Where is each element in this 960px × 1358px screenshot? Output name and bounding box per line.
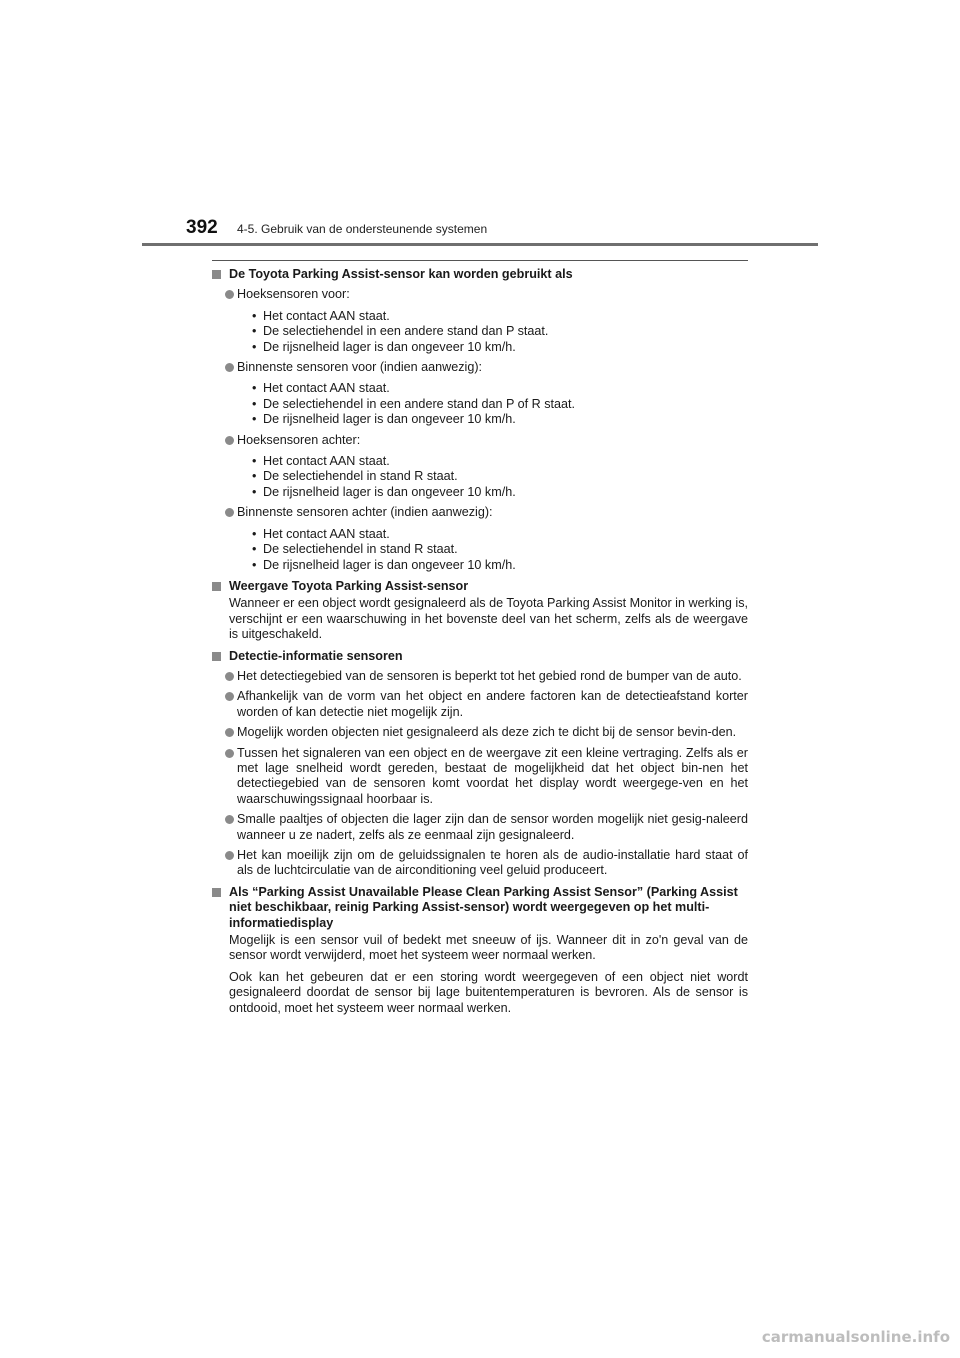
dot-bullet-icon: • [252,396,257,411]
dot-bullet-icon: • [252,454,257,469]
sub-list-item [252,324,748,339]
list-item-text: Smalle paaltjes of objecten die lager zijn dan de sensor worden mogelijk niet gesig-naleerd wanneer u ze nadert, zelfs als ze eenmaal zijn gesignaleerd. [237,812,748,842]
list-item [212,669,748,684]
circle-bullet-icon [225,436,234,445]
sub-list-item [252,412,748,427]
list-item-text: Het kan moeilijk zijn om de geluidssignalen te horen als de audio-installatie hard staat of als de luchtcirculatie van de airconditioning veel geluid produceert. [237,848,748,878]
section-heading [212,649,748,664]
circle-bullet-icon [225,508,234,517]
sub-list-item-text: Het contact AAN staat. [263,308,390,323]
sub-list-item [252,309,748,324]
list-item [212,746,748,808]
list-item-text: Binnenste sensoren voor (indien aanwezig): [237,360,483,375]
circle-bullet-icon [225,728,234,737]
page-header [0,0,960,250]
list-item-text: Afhankelijk van de vorm van het object en andere factoren kan de detectieafstand korter worden of kan detectie niet mogelijk zijn. [237,689,748,719]
sub-list-item-text: De rijsnelheid lager is dan ongeveer 10 km/h. [263,412,516,427]
sub-list-item-text: Het contact AAN staat. [263,526,390,541]
list-item [212,360,748,375]
list-item [212,505,748,520]
sub-list-item [252,397,748,412]
section-title: De Toyota Parking Assist-sensor kan worden gebruikt als [229,267,573,281]
section-title: Detectie-informatie sensoren [229,648,403,663]
sub-list-item [252,469,748,484]
list-item-text: Hoeksensoren achter: [237,432,361,447]
section-title: Als “Parking Assist Unavailable Please Clean Parking Assist Sensor” (Parking Assist niet beschikbaar, reinig Parking Assist-sensor) wordt weergegeven op het multi-informatiedisplay [229,884,738,930]
dot-bullet-icon: • [252,557,257,572]
paragraph: Mogelijk is een sensor vuil of bedekt met sneeuw of ijs. Wanneer dit in zo'n geval van de sensor wordt verwijderd, moet het systeem weer normaal werken. [229,933,748,963]
square-bullet-icon [212,652,221,661]
sub-list-item-text: De selectiehendel in een andere stand dan P of R staat. [263,396,576,411]
sub-list-item-text: De rijsnelheid lager is dan ongeveer 10 km/h. [263,339,516,354]
sub-list [212,309,748,355]
sub-list-item [252,381,748,396]
header-divider [142,243,818,246]
square-bullet-icon [212,270,221,279]
sub-list [212,454,748,500]
dot-bullet-icon: • [252,469,257,484]
list-item-text: Binnenste sensoren achter (indien aanwezig): [237,505,493,520]
paragraph: Wanneer er een object wordt gesignaleerd als de Toyota Parking Assist Monitor in werking is, verschijnt er een waarschuwing in het bovenste deel van het scherm, zelfs als de weergave is uitgeschakeld. [229,596,748,642]
circle-bullet-icon [225,363,234,372]
sub-list-item-text: De rijsnelheid lager is dan ongeveer 10 km/h. [263,557,516,572]
chapter-title: 4-5. Gebruik van de ondersteunende systemen [237,222,488,236]
sub-list-item-text: De selectiehendel in stand R staat. [263,469,458,484]
list-item [212,287,748,302]
dot-bullet-icon: • [252,339,257,354]
sub-list-item-text: De rijsnelheid lager is dan ongeveer 10 km/h. [263,484,516,499]
circle-bullet-icon [225,672,234,681]
square-bullet-icon [212,582,221,591]
dot-bullet-icon: • [252,526,257,541]
dot-bullet-icon: • [252,381,257,396]
dot-bullet-icon: • [252,308,257,323]
list-item [212,848,748,879]
sub-list-item-text: De selectiehendel in stand R staat. [263,542,458,557]
list-item-text: Mogelijk worden objecten niet gesignaleerd als deze zich te dicht bij de sensor bevin-den. [237,725,737,740]
page-content [212,267,748,1016]
dot-bullet-icon: • [252,542,257,557]
paragraph: Ook kan het gebeuren dat er een storing wordt weergegeven of een object niet wordt gesignaleerd doordat de sensor bij lage buitentemperaturen is bevroren. Als de sensor is ontdooid, moet het systeem weer normaal werken. [229,969,748,1015]
sub-list-item-text: Het contact AAN staat. [263,381,390,396]
sub-list-item [252,485,748,500]
square-bullet-icon [212,888,221,897]
sub-list-item [252,527,748,542]
list-item-text: Hoeksensoren voor: [237,287,350,302]
circle-bullet-icon [225,815,234,824]
sub-list-item [252,558,748,573]
circle-bullet-icon [225,290,234,299]
list-item-text: Tussen het signaleren van een object en de weergave zit een kleine vertraging. Zelfs als er met lage snelheid wordt gereden, bestaat de mogelijkheid dat het object bin-nen het detectiegebied van de sensoren komt voordat het display wordt weergege-ven en het waarschuwingssignaal hoorbaar is. [237,745,748,806]
sub-list-item [252,454,748,469]
section-heading [212,579,748,594]
sub-list-item-text: Het contact AAN staat. [263,454,390,469]
sub-list-item-text: De selectiehendel in een andere stand dan P staat. [263,324,549,339]
section-heading [212,885,748,931]
list-item [212,812,748,843]
list-item [212,433,748,448]
content-divider [212,260,748,261]
sub-list [212,381,748,427]
page-number: 392 [186,217,218,238]
watermark: carmanualsonline.info [761,1328,950,1346]
dot-bullet-icon: • [252,484,257,499]
sub-list [212,527,748,573]
circle-bullet-icon [225,851,234,860]
list-item-text: Het detectiegebied van de sensoren is beperkt tot het gebied rond de bumper van de auto. [237,668,742,683]
section-heading [212,267,748,282]
sub-list-item [252,340,748,355]
dot-bullet-icon: • [252,412,257,427]
list-item [212,725,748,740]
sub-list-item [252,542,748,557]
circle-bullet-icon [225,749,234,758]
circle-bullet-icon [225,692,234,701]
dot-bullet-icon: • [252,324,257,339]
section-title: Weergave Toyota Parking Assist-sensor [229,578,469,593]
list-item [212,689,748,720]
